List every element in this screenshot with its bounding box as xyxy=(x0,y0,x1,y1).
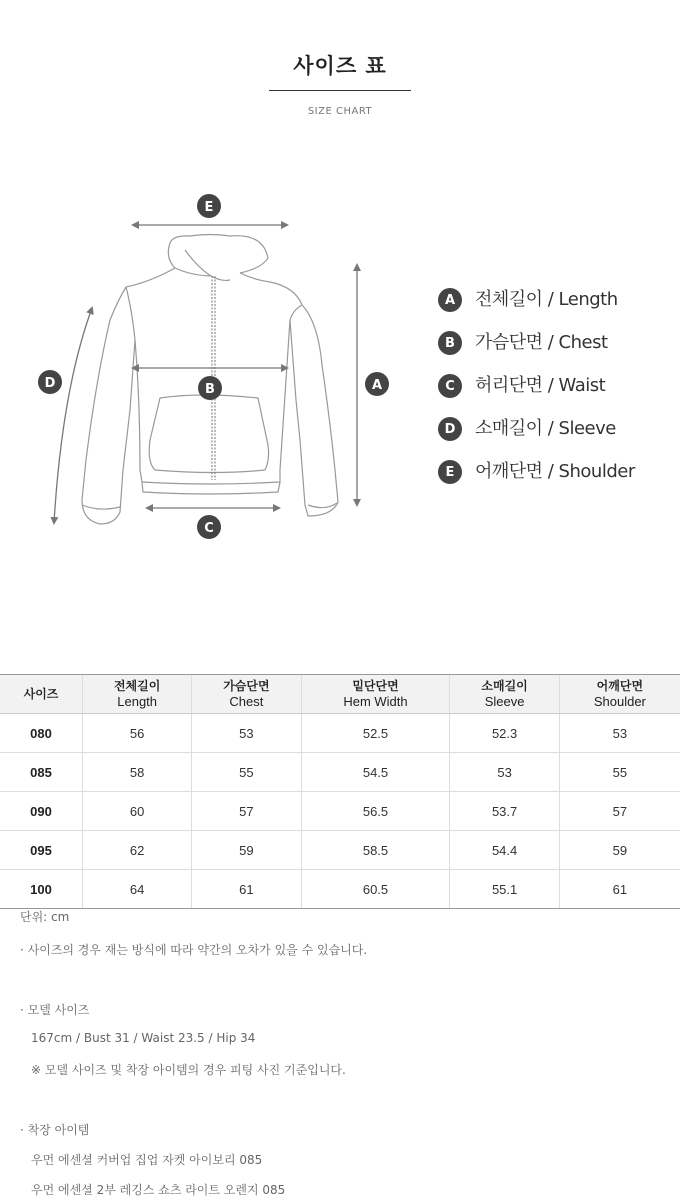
page-subtitle: SIZE CHART xyxy=(307,106,373,117)
table-row xyxy=(0,714,680,753)
cell-shoulder: 59 xyxy=(559,831,680,870)
cell-hem-width: 56.5 xyxy=(301,792,450,831)
items-title: · 착장 아이템 xyxy=(20,1123,90,1137)
table-row xyxy=(0,792,680,831)
cell-size: 090 xyxy=(0,792,83,831)
cell-chest: 53 xyxy=(192,714,301,753)
cell-hem-width: 60.5 xyxy=(301,870,450,909)
cell-length: 64 xyxy=(83,870,192,909)
cell-chest: 57 xyxy=(192,792,301,831)
legend-badge: E xyxy=(438,460,462,484)
svg-text:C: C xyxy=(204,521,214,536)
legend-item-chest xyxy=(438,331,635,374)
unit-note: 단위: cm xyxy=(20,910,70,924)
cell-size: 080 xyxy=(0,714,83,753)
table-row xyxy=(0,831,680,870)
svg-text:E: E xyxy=(204,200,214,215)
cell-size: 095 xyxy=(0,831,83,870)
legend-item-shoulder xyxy=(438,460,635,503)
legend-label: 가슴단면 / Chest xyxy=(475,332,608,353)
model-size-note: ※ 모델 사이즈 및 착장 아이템의 경우 피팅 사진 기준입니다. xyxy=(31,1063,346,1077)
cell-length: 58 xyxy=(83,753,192,792)
badge-b xyxy=(198,376,222,400)
legend-badge: A xyxy=(438,288,462,312)
cell-length: 60 xyxy=(83,792,192,831)
item-1: 우먼 에센셜 커버업 집업 자켓 아이보리 085 xyxy=(31,1153,263,1167)
header-size: 사이즈 xyxy=(0,675,83,714)
legend-label: 허리단면 / Waist xyxy=(475,375,606,396)
cell-chest: 61 xyxy=(192,870,301,909)
legend-label: 전체길이 / Length xyxy=(475,289,618,310)
cell-length: 56 xyxy=(83,714,192,753)
cell-hem-width: 52.5 xyxy=(301,714,450,753)
model-size-title: · 모델 사이즈 xyxy=(20,1003,90,1017)
legend-item-sleeve xyxy=(438,417,635,460)
model-size-value: 167cm / Bust 31 / Waist 23.5 / Hip 34 xyxy=(31,1031,256,1045)
header-hem-width: 밑단단면 Hem Width xyxy=(301,675,450,714)
legend-badge: D xyxy=(438,417,462,441)
cell-sleeve: 55.1 xyxy=(450,870,559,909)
table-row xyxy=(0,870,680,909)
cell-size: 100 xyxy=(0,870,83,909)
measurement-legend xyxy=(438,288,635,503)
cell-shoulder: 53 xyxy=(559,714,680,753)
cell-sleeve: 53.7 xyxy=(450,792,559,831)
legend-item-length xyxy=(438,288,635,331)
legend-badge: B xyxy=(438,331,462,355)
badge-a xyxy=(365,372,389,396)
svg-text:B: B xyxy=(205,382,215,397)
cell-chest: 59 xyxy=(192,831,301,870)
legend-badge: C xyxy=(438,374,462,398)
cell-length: 62 xyxy=(83,831,192,870)
badge-e xyxy=(197,194,221,218)
size-table xyxy=(0,674,680,909)
badge-d xyxy=(38,370,62,394)
cell-sleeve: 53 xyxy=(450,753,559,792)
cell-shoulder: 55 xyxy=(559,753,680,792)
header-chest: 가슴단면 Chest xyxy=(192,675,301,714)
cell-size: 085 xyxy=(0,753,83,792)
cell-sleeve: 52.3 xyxy=(450,714,559,753)
table-header-row xyxy=(0,675,680,714)
badge-c xyxy=(197,515,221,539)
svg-text:D: D xyxy=(44,376,56,391)
title-underline xyxy=(269,90,411,91)
cell-hem-width: 54.5 xyxy=(301,753,450,792)
disclaimer-note: · 사이즈의 경우 재는 방식에 따라 약간의 오차가 있을 수 있습니다. xyxy=(20,943,368,957)
header-sleeve: 소매길이 Sleeve xyxy=(450,675,559,714)
cell-sleeve: 54.4 xyxy=(450,831,559,870)
header-length: 전체길이 Length xyxy=(83,675,192,714)
sleeve-arrow xyxy=(54,308,92,523)
cell-hem-width: 58.5 xyxy=(301,831,450,870)
legend-label: 어깨단면 / Shoulder xyxy=(475,461,635,482)
table-row xyxy=(0,753,680,792)
header-shoulder: 어깨단면 Shoulder xyxy=(559,675,680,714)
cell-chest: 55 xyxy=(192,753,301,792)
cell-shoulder: 57 xyxy=(559,792,680,831)
legend-item-waist xyxy=(438,374,635,417)
page-title: 사이즈 표 xyxy=(293,54,387,78)
item-2: 우먼 에센셜 2부 레깅스 쇼츠 라이트 오렌지 085 xyxy=(31,1183,286,1197)
svg-text:A: A xyxy=(371,378,383,393)
cell-shoulder: 61 xyxy=(559,870,680,909)
legend-label: 소매길이 / Sleeve xyxy=(475,418,616,439)
